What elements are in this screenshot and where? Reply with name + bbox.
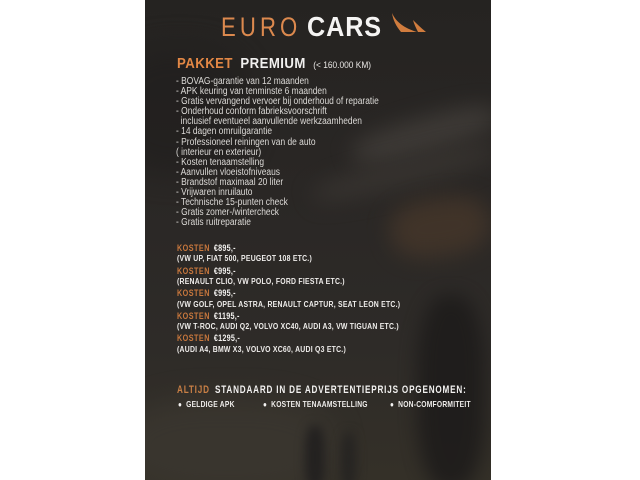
footer-item xyxy=(263,399,368,409)
feature-line: - Technische 15-punten check xyxy=(176,197,288,209)
feature-line: - Vrijwaren inruilauto xyxy=(176,187,253,199)
feature-line: - Gratis vervangend vervoer bij onderhoud of reparatie xyxy=(176,96,379,108)
logo-cars-text: CARS xyxy=(306,11,382,42)
footer-item-label: GELDIGE APK xyxy=(186,399,235,409)
feature-list xyxy=(176,77,379,228)
footer-item xyxy=(390,399,471,409)
price-label: KOSTEN xyxy=(177,288,210,299)
price-value: €1295,- xyxy=(213,333,240,344)
price-label: KOSTEN xyxy=(177,333,210,344)
eurocars-logo xyxy=(145,11,491,43)
footer-item-label: KOSTEN TENAAMSTELLING xyxy=(271,399,368,409)
price-models: (VW UP, FIAT 500, PEUGEOT 108 ETC.) xyxy=(177,253,312,264)
package-title-rest: PREMIUM xyxy=(240,55,306,72)
pricing-block xyxy=(177,333,400,354)
bullet-dot-icon: ● xyxy=(178,400,183,409)
feature-line: - Professioneel reiningen van de auto xyxy=(176,136,316,148)
feature-line: - BOVAG-garantie van 12 maanden xyxy=(176,76,309,87)
footer-title-accent: ALTIJD xyxy=(177,384,210,396)
bullet-dot-icon: ● xyxy=(390,400,395,409)
price-value: €995,- xyxy=(213,265,236,276)
footer-item xyxy=(178,399,235,409)
feature-line: - Onderhoud conform fabrieksvoorschrift xyxy=(176,106,327,118)
price-label: KOSTEN xyxy=(177,310,210,321)
price-label: KOSTEN xyxy=(177,265,210,276)
feature-line: - 14 dagen omruilgarantie xyxy=(176,126,273,138)
package-title xyxy=(177,55,371,73)
footer-item-label: NON-COMFORMITEIT xyxy=(398,399,471,409)
feature-line: - Aanvullen vloeistofniveaus xyxy=(176,166,280,178)
price-label: KOSTEN xyxy=(177,243,210,253)
price-value: €1195,- xyxy=(213,310,240,321)
pricing-list xyxy=(177,243,400,356)
road-swoosh-icon xyxy=(391,13,427,38)
price-value: €995,- xyxy=(213,288,236,299)
price-models: (AUDI A4, BMW X3, VOLVO XC60, AUDI Q3 ETC.) xyxy=(177,343,346,354)
pricing-block xyxy=(177,266,400,287)
pricing-block xyxy=(177,288,400,309)
feature-line: ( interieur en exterieur) xyxy=(176,146,262,158)
footer-title xyxy=(177,384,467,396)
feature-line: - Brandstof maximaal 20 liter xyxy=(176,176,284,188)
ad-panel xyxy=(145,0,491,480)
price-models: (VW GOLF, OPEL ASTRA, RENAULT CAPTUR, SEAT LEON ETC.) xyxy=(177,298,401,309)
logo-euro-text: EURO xyxy=(220,11,302,42)
price-value: €895,- xyxy=(213,243,236,253)
package-title-accent: PAKKET xyxy=(177,55,233,72)
feature-line: - Gratis ruitreparatie xyxy=(176,217,251,229)
bullet-dot-icon: ● xyxy=(263,400,268,409)
pricing-block xyxy=(177,311,400,332)
footer-title-rest: STANDAARD IN DE ADVERTENTIEPRIJS OPGENOMEN: xyxy=(214,384,467,396)
price-models: (RENAULT CLIO, VW POLO, FORD FIESTA ETC.) xyxy=(177,276,345,287)
feature-line: - Kosten tenaamstelling xyxy=(176,156,265,168)
pricing-block xyxy=(177,243,400,264)
feature-line: - APK keuring van tenminste 6 maanden xyxy=(176,86,327,98)
feature-line: inclusief eventueel aanvullende werkzaamheden xyxy=(176,116,362,128)
package-title-note: (< 160.000 KM) xyxy=(313,60,372,71)
price-models: (VW T-ROC, AUDI Q2, VOLVO XC40, AUDI A3, VW TIGUAN ETC.) xyxy=(177,321,399,332)
feature-line: - Gratis zomer-/wintercheck xyxy=(176,207,279,219)
